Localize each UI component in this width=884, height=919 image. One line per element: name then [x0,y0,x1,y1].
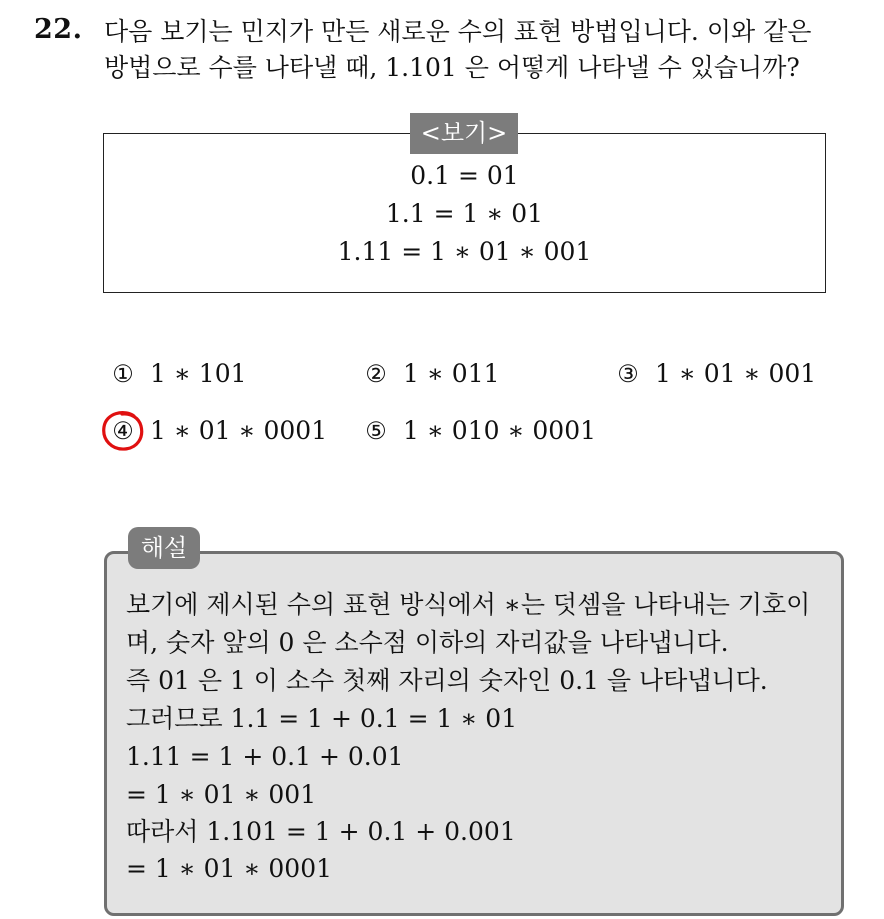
example-box-label: <보기> [410,113,518,154]
question-text [104,14,864,86]
example-line: 1.1 = 1 ∗ 01 [385,199,544,228]
choice-text: 1 ∗ 01 ∗ 0001 [150,416,328,445]
choice-5[interactable] [363,416,596,446]
solution-line: 보기에 제시된 수의 표현 방식에서 ∗는 덧셈을 나타내는 기호이 [126,590,811,619]
solution-line: = 1 ∗ 01 ∗ 001 [126,780,317,809]
solution-line: 며, 숫자 앞의 0 은 소수점 이하의 자리값을 나타냅니다. [126,628,729,657]
solution-label: 해설 [128,527,200,569]
solution-line: 따라서 1.101 = 1 + 0.1 + 0.001 [126,817,516,846]
solution-line: 1.11 = 1 + 0.1 + 0.01 [126,742,404,771]
example-line: 1.11 = 1 ∗ 01 ∗ 001 [337,237,592,266]
choice-text: 1 ∗ 010 ∗ 0001 [403,416,597,445]
choice-number: ④ [112,417,134,445]
solution-line: = 1 ∗ 01 ∗ 0001 [126,854,333,883]
question-line: 방법으로 수를 나타낼 때, 1.101 은 어떻게 나타낼 수 있습니까? [104,53,800,82]
choice-4[interactable] [110,416,327,446]
choice-text: 1 ∗ 101 [150,359,247,388]
choice-3[interactable] [615,359,816,389]
solution-line: 그러므로 1.1 = 1 + 0.1 = 1 ∗ 01 [126,704,518,733]
choice-2[interactable] [363,359,500,389]
solution-line: 즉 01 은 1 이 소수 첫째 자리의 숫자인 0.1 을 나타냅니다. [126,666,768,695]
example-line: 0.1 = 01 [410,161,519,190]
question-line: 다음 보기는 민지가 만든 새로운 수의 표현 방법입니다. 이와 같은 [104,17,812,46]
choice-1[interactable] [110,359,247,389]
question-number: 22. [34,14,83,45]
choice-text: 1 ∗ 01 ∗ 001 [655,359,817,388]
choice-text: 1 ∗ 011 [403,359,500,388]
choice-number: ⑤ [365,417,387,445]
choice-number: ③ [617,360,639,388]
choice-number: ② [365,360,387,388]
choice-number: ① [112,360,134,388]
